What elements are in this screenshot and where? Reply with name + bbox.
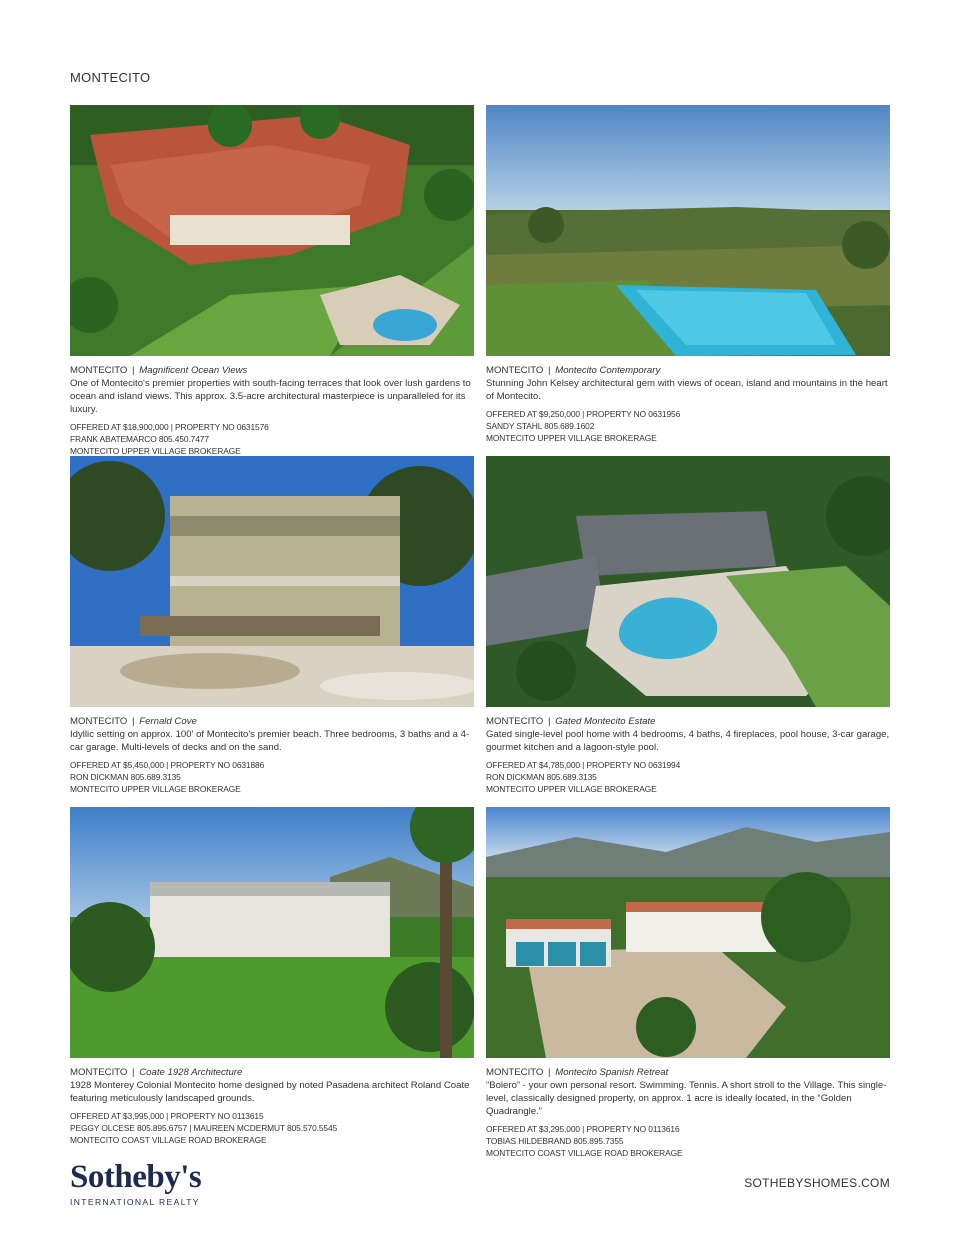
section-title: MONTECITO [70, 70, 151, 85]
listing-offer: OFFERED AT $18,900,000 | PROPERTY NO 0631576 [70, 422, 269, 432]
listing-brokerage: MONTECITO UPPER VILLAGE BROKERAGE [486, 784, 657, 794]
listing-card[interactable] [486, 456, 890, 795]
listing-photo[interactable] [70, 807, 474, 1058]
listing-description: One of Montecito's premier properties with south-facing terraces that look over lush gardens to ocean and island views. This approx. 3.5-acre architectural masterpiece is unparalleled for its luxury. [70, 378, 471, 415]
website-link[interactable]: SOTHEBYSHOMES.COM [744, 1176, 890, 1190]
listing-agent: TOBIAS HILDEBRAND 805.895.7355 [486, 1136, 624, 1146]
listing-description: Stunning John Kelsey architectural gem with views of ocean, island and mountains in the heart of Montecito. [486, 378, 888, 402]
listing-offer: OFFERED AT $4,785,000 | PROPERTY NO 0631994 [486, 760, 681, 770]
listing-agent: RON DICKMAN 805.689.3135 [486, 772, 597, 782]
listing-offer: OFFERED AT $5,450,000 | PROPERTY NO 0631886 [70, 760, 265, 770]
listing-agent: FRANK ABATEMARCO 805.450.7477 [70, 434, 209, 444]
listing-name[interactable]: Gated Montecito Estate [555, 716, 656, 727]
logo-wordmark: Sotheby's [70, 1159, 202, 1195]
listing-name[interactable]: Montecito Spanish Retreat [555, 1067, 669, 1078]
listing-agent: RON DICKMAN 805.689.3135 [70, 772, 181, 782]
listing-photo[interactable] [486, 456, 890, 707]
listing-offer: OFFERED AT $3,995,000 | PROPERTY NO 0113615 [70, 1111, 264, 1121]
listing-brokerage: MONTECITO COAST VILLAGE ROAD BROKERAGE [70, 1135, 267, 1145]
listing-area: MONTECITO [70, 1067, 128, 1078]
listing-description: Idyllic setting on approx. 100' of Montecito's premier beach. Three bedrooms, 3 baths and a 4-car garage. Multi-levels of decks and on the sand. [70, 729, 470, 753]
listing-agent: PEGGY OLCESE 805.895.6757 | MAUREEN MCDERMUT 805.570.5545 [70, 1123, 338, 1133]
listing-card[interactable] [486, 105, 890, 444]
listing-name[interactable]: Fernald Cove [139, 716, 197, 727]
listing-area: MONTECITO [486, 1067, 544, 1078]
listing-name[interactable]: Montecito Contemporary [555, 365, 661, 376]
listing-agent: SANDY STAHL 805.689.1602 [486, 421, 595, 431]
logo-tagline: INTERNATIONAL REALTY [70, 1197, 200, 1207]
listing-name[interactable]: Magnificent Ocean Views [139, 365, 248, 376]
listing-description: “Bolero” - your own personal resort. Swimming. Tennis. A short stroll to the Village. This single-level, classically designed property, on approx. 1 acre is ideally located, in the “Golden Quadrangle.” [486, 1080, 887, 1117]
listing-heading: MONTECITO | Fernald Cove [70, 716, 197, 727]
listing-card[interactable] [70, 456, 474, 795]
listing-area: MONTECITO [486, 365, 544, 376]
listing-offer: OFFERED AT $3,295,000 | PROPERTY NO 0113616 [486, 1124, 680, 1134]
listing-offer: OFFERED AT $9,250,000 | PROPERTY NO 0631956 [486, 409, 681, 419]
listing-heading: MONTECITO | Montecito Spanish Retreat [486, 1067, 669, 1078]
listing-photo[interactable] [70, 105, 474, 356]
listing-heading: MONTECITO | Coate 1928 Architecture [70, 1067, 243, 1078]
listing-brokerage: MONTECITO UPPER VILLAGE BROKERAGE [70, 446, 241, 456]
listing-description: 1928 Monterey Colonial Montecito home designed by noted Pasadena architect Roland Coate featuring meticulously landscaped grounds. [70, 1080, 470, 1104]
listing-card[interactable] [70, 105, 474, 457]
listing-area: MONTECITO [486, 716, 544, 727]
listing-brokerage: MONTECITO UPPER VILLAGE BROKERAGE [486, 433, 657, 443]
listing-photo[interactable] [70, 456, 474, 707]
listing-name[interactable]: Coate 1928 Architecture [139, 1067, 243, 1078]
listing-description: Gated single-level pool home with 4 bedrooms, 4 baths, 4 fireplaces, pool house, 3-car garage, gourmet kitchen and a lagoon-style pool. [486, 729, 890, 753]
sothebys-logo[interactable] [70, 1160, 201, 1207]
listing-area: MONTECITO [70, 365, 128, 376]
listing-card[interactable] [486, 807, 890, 1159]
listing-heading: MONTECITO | Magnificent Ocean Views [70, 365, 248, 376]
listing-brokerage: MONTECITO UPPER VILLAGE BROKERAGE [70, 784, 241, 794]
listing-photo[interactable] [486, 105, 890, 356]
listing-brokerage: MONTECITO COAST VILLAGE ROAD BROKERAGE [486, 1148, 683, 1158]
listing-card[interactable] [70, 807, 474, 1146]
listing-heading: MONTECITO | Gated Montecito Estate [486, 716, 656, 727]
listing-heading: MONTECITO | Montecito Contemporary [486, 365, 661, 376]
listing-area: MONTECITO [70, 716, 128, 727]
listing-photo[interactable] [486, 807, 890, 1058]
